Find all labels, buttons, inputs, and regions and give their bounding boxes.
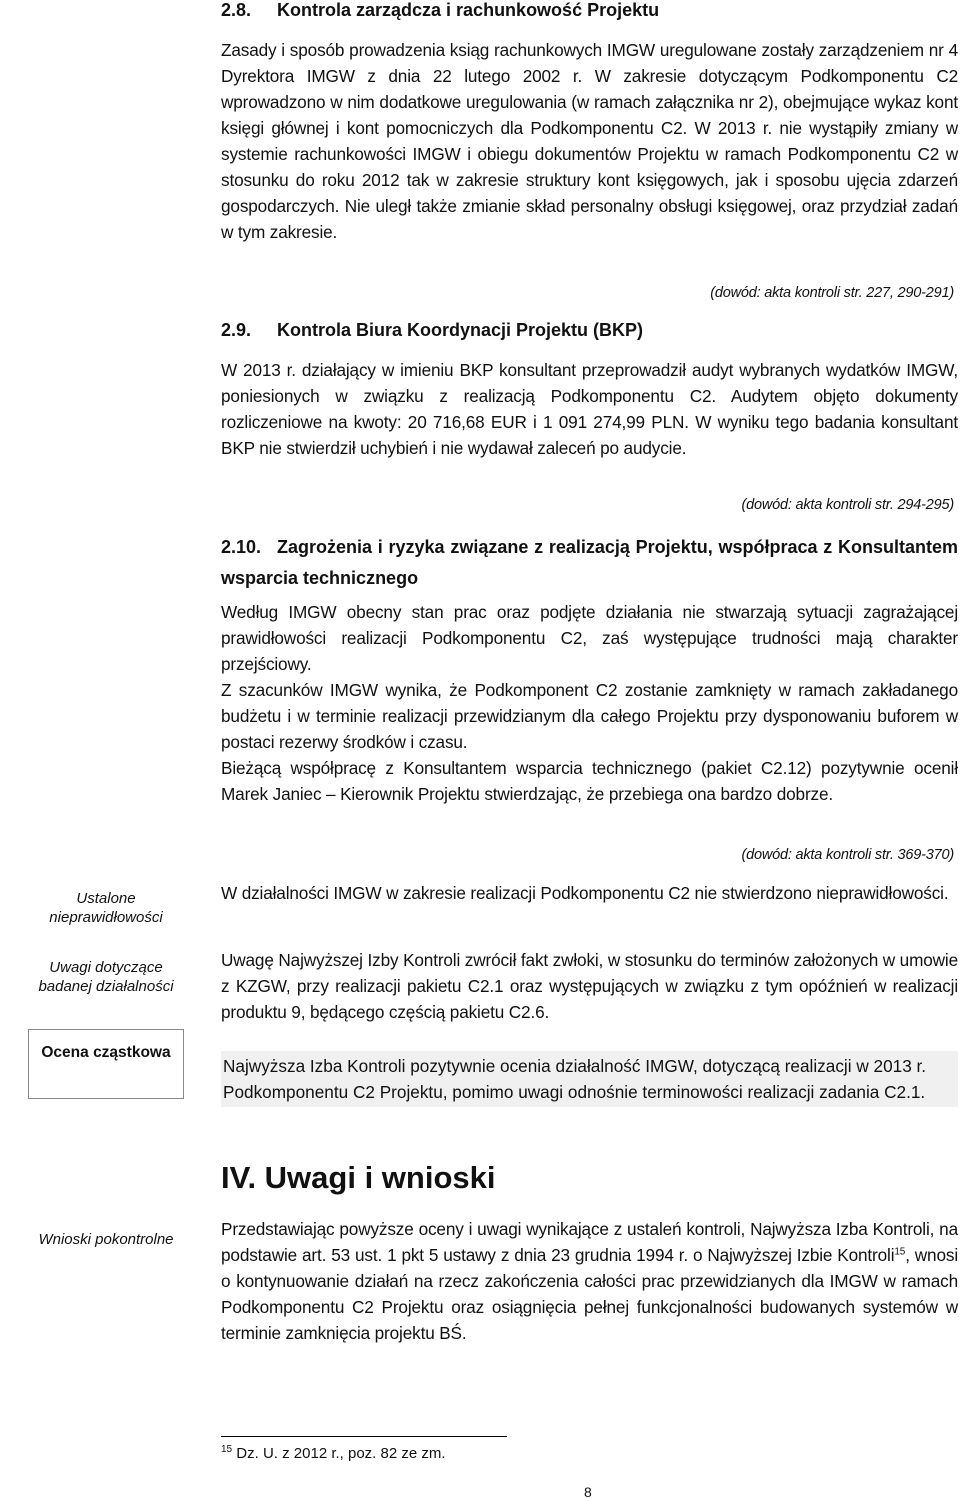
partial-assessment-box (221, 1051, 958, 1107)
section-heading-2-8 (221, 0, 659, 22)
section-heading-2-9 (221, 318, 643, 342)
page-number: 8 (584, 1484, 592, 1500)
footnote-number: 15 (221, 1444, 233, 1455)
evidence-note: (dowód: akta kontroli str. 369-370) (741, 847, 954, 863)
paragraph: Z szacunków IMGW wynika, że Podkomponent C2 zostanie zamknięty w ramach zakładanego budżetu i w terminie realizacji przewidzianym dla całego Projektu przy dysponowaniu buforem w postaci rezerwy środków i czasu. (221, 680, 958, 752)
paragraph: Bieżącą współpracę z Konsultantem wsparcia technicznego (pakiet C2.12) pozytywnie ocenił Marek Janiec – Kierownik Projektu stwierdzając, że przebiega ona bardzo dobrze. (221, 758, 958, 804)
margin-label-findings: Ustalone nieprawidłowości (49, 890, 163, 926)
evidence-note: (dowód: akta kontroli str. 227, 290-291) (710, 285, 954, 301)
conclusions-text (221, 1216, 958, 1346)
section-2-8-body (221, 37, 958, 245)
margin-label-conclusions: Wnioski pokontrolne (38, 1231, 174, 1248)
section-title: Kontrola zarządcza i rachunkowość Projektu (277, 0, 660, 20)
section-2-9-body (221, 357, 958, 461)
margin-label-remarks: Uwagi dotyczące badanej działalności (38, 959, 174, 995)
section-title: Kontrola Biura Koordynacji Projektu (BKP) (277, 320, 644, 340)
paragraph: Uwagę Najwyższej Izby Kontroli zwrócił fakt zwłoki, w stosunku do terminów założonych w umowie z KZGW, przy realizacji pakietu C2.1 oraz występujących w związku z tym opóźnień w realizacji produktu 9, będącego częścią pakietu C2.6. (221, 950, 958, 1022)
paragraph: W 2013 r. działający w imieniu BKP konsultant przeprowadził audyt wybranych wydatków IMGW, poniesionych w związku z realizacją Podkomponentu C2. Audytem objęto dokumenty rozliczeniowe na kwoty: 20 716,68 EUR i 1 091 274,99 PLN. W wyniku tego badania konsultant BKP nie stwierdził uchybień i nie wydawał zaleceń po audycie. (221, 360, 958, 458)
paragraph: Według IMGW obecny stan prac oraz podjęte działania nie stwarzają sytuacji zagrażającej prawidłowości realizacji Podkomponentu C2, zaś występujące trudności mają charakter przejściowy. (221, 602, 958, 674)
footnote-separator (221, 1436, 507, 1437)
conclusions-part-2: , wnosi o kontynuowanie działań na rzecz zakończenia całości prac przewidzianych dla IMGW w ramach Podkomponentu C2 Projektu oraz osiągnięcia pełnej funkcjonalności budowanych systemów w terminie zamknięcia projektu BŚ. (221, 1245, 958, 1343)
section-number: 2.10. (221, 537, 262, 557)
chapter-heading: IV. Uwagi i wnioski (221, 1160, 496, 1195)
footnote-text: Dz. U. z 2012 r., poz. 82 ze zm. (232, 1445, 446, 1462)
footnote (221, 1445, 446, 1462)
findings-text (221, 880, 958, 906)
paragraph: Zasady i sposób prowadzenia ksiąg rachunkowych IMGW uregulowane zostały zarządzeniem nr 4 Dyrektora IMGW z dnia 22 lutego 2002 r. W zakresie dotyczącym Podkomponentu C2 wprowadzono w nim dodatkowe uregulowania (w ramach załącznika nr 2), obejmujące wykaz kont księgi głównej i kont pomocniczych dla Podkomponentu C2. W 2013 r. nie wystąpiły zmiany w systemie rachunkowości IMGW i obiegu dokumentów Projektu w ramach Podkomponentu C2 w stosunku do roku 2012 tak w zakresie struktury kont księgowych, jak i sposobu ujęcia zdarzeń gospodarczych. Nie uległ także zmianie skład personalny obsługi księgowej, oraz przydział zadań w tym zakresie. (221, 40, 958, 242)
paragraph: W działalności IMGW w zakresie realizacji Podkomponentu C2 nie stwierdzono nieprawidłowości. (221, 883, 949, 903)
section-title: Zagrożenia i ryzyka związane z realizacją Projektu, współpraca z Konsultantem wsparcia technicznego (221, 537, 958, 588)
section-number: 2.8. (221, 0, 252, 20)
section-heading-2-10 (221, 532, 958, 594)
section-2-10-body (221, 599, 958, 807)
conclusions-part-1: Przedstawiając powyższe oceny i uwagi wynikające z ustaleń kontroli, Najwyższa Izba Kontroli, na podstawie art. 53 ust. 1 pkt 5 ustawy z dnia 23 grudnia 1994 r. o Najwyższej Izbie Kontroli (221, 1219, 958, 1265)
evidence-note: (dowód: akta kontroli str. 294-295) (741, 497, 954, 513)
margin-label-assessment: Ocena cząstkowa (28, 1029, 184, 1099)
footnote-ref[interactable]: 15 (894, 1246, 906, 1258)
remarks-text (221, 947, 958, 1025)
section-number: 2.9. (221, 320, 252, 340)
paragraph (221, 1216, 958, 1346)
assessment-text: Najwyższa Izba Kontroli pozytywnie ocenia działalność IMGW, dotyczącą realizacji w 2013 r. Podkomponentu C2 Projektu, pomimo uwagi odnośnie terminowości realizacji zadania C2.1. (223, 1056, 927, 1102)
